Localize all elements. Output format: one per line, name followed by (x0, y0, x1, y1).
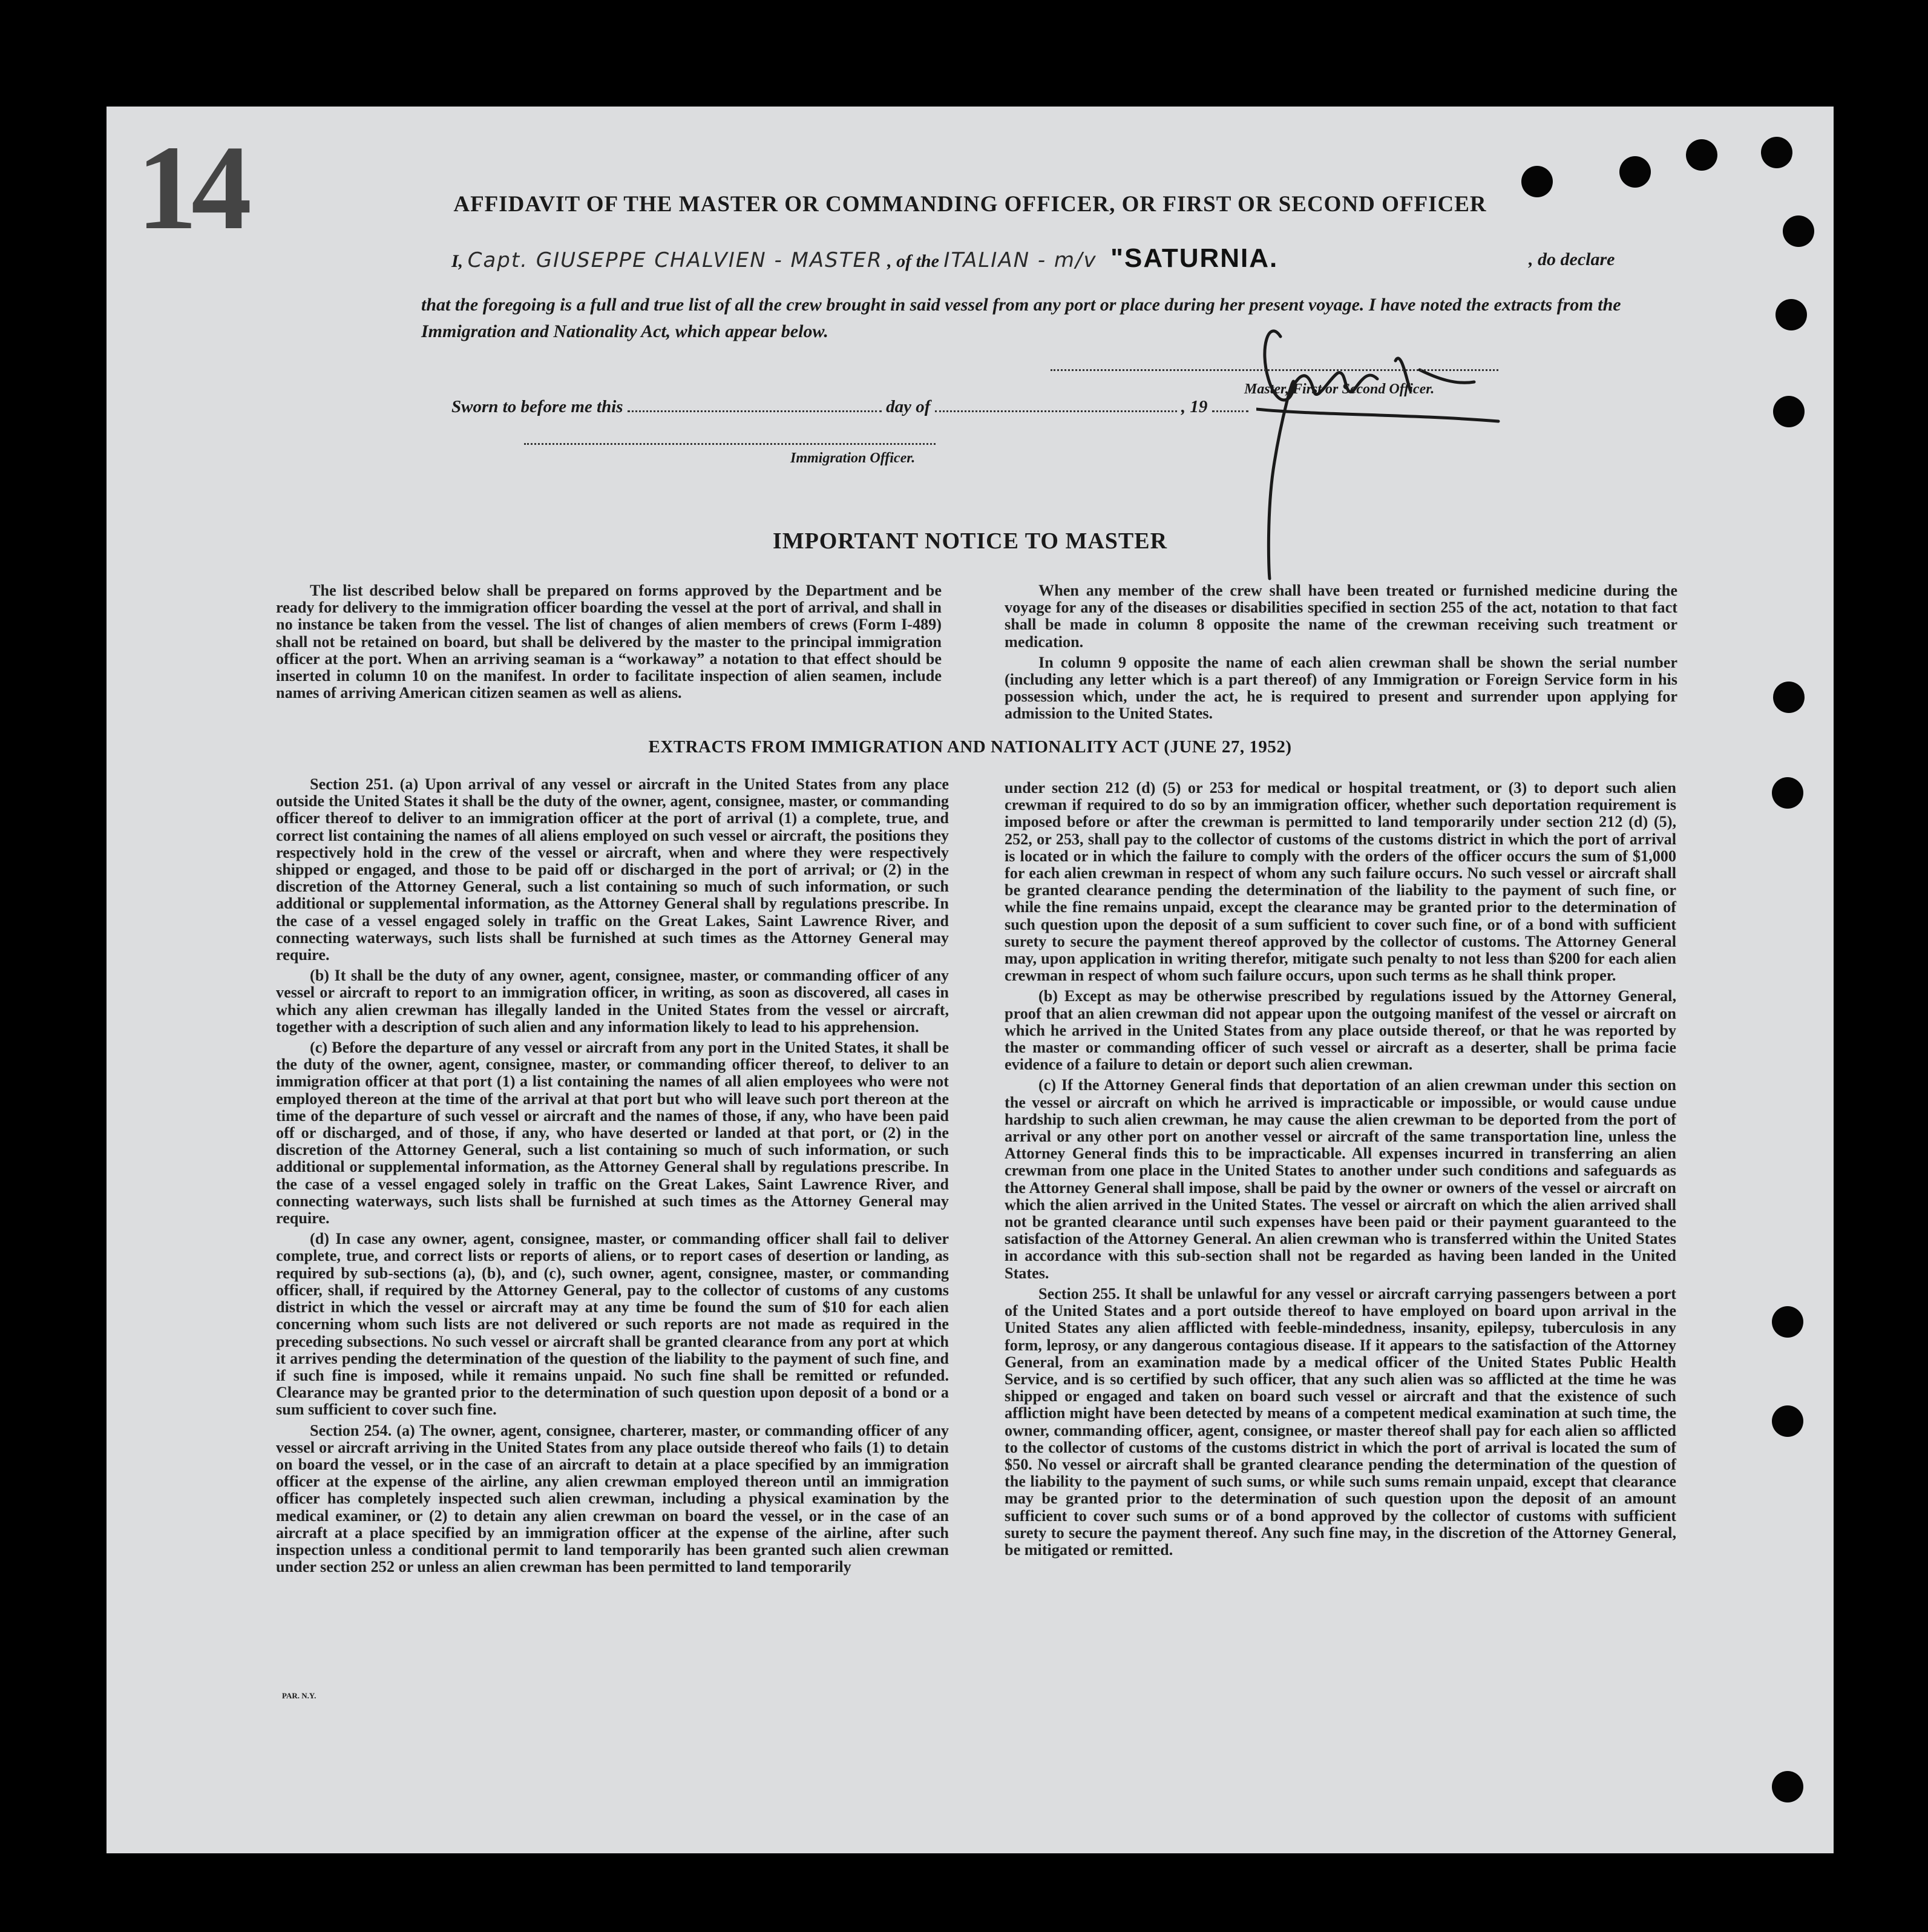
extracts-left-column (276, 776, 949, 1579)
vessel-type-handwritten: ITALIAN - m/v (943, 248, 1097, 272)
punch-hole (1772, 1405, 1803, 1437)
punch-hole (1521, 166, 1553, 197)
declaration-of-the: , of the (887, 251, 939, 271)
sworn-year-prefix: , 19 (1181, 397, 1208, 416)
sworn-line (451, 397, 1248, 417)
notice-title: IMPORTANT NOTICE TO MASTER (772, 528, 1168, 554)
punch-hole (1773, 396, 1805, 427)
printer-mark: PAR. N.Y. (282, 1691, 316, 1700)
punch-hole (1772, 777, 1803, 809)
extract-paragraph: (c) Before the departure of any vessel or aircraft from any port in the United States, it shall be the duty of the owner, agent, consignee, master, or commanding officer thereof, to deliver to an immigration officer at that port (1) a list containing the names of all alien employees who were not employed thereon at the time of the arrival at that port but who will leave such port thereon at the time of the departure of such vessel or aircraft and the names of those, if any, who have been paid off or discharged, and of those, if any, who have deserted or landed at that port, or (2) in the discretion of the Attorney General, such a list containing so much of such information, or such additional or supplemental information, as the Attorney General shall by regulations prescribe. In the case of a vessel engaged solely in traffic on the Great Lakes, Saint Lawrence River, and connecting waterways, such lists shall be furnished at such times as the Attorney General may require. (276, 1039, 949, 1227)
document-sheet (107, 107, 1834, 1853)
master-name-handwritten: Capt. GIUSEPPE CHALVIEN - MASTER (467, 248, 883, 272)
sworn-month-blank (935, 410, 1177, 412)
notice-right-paragraph: When any member of the crew shall have been treated or furnished medicine during the voyage for any of the diseases or disabilities specified in section 255 of the act, notation to that fact shall be made in column 8 opposite the name of the crewman receiving such treatment or medication. (1005, 582, 1677, 651)
declaration-line (451, 243, 1662, 286)
sworn-day-of: day of (886, 397, 931, 416)
extract-paragraph: Section 255. It shall be unlawful for any vessel or aircraft carrying passengers between a port of the United States and a port outside thereof to have employed on board upon arrival in the United States any alien afflicted with feeble-mindedness, insanity, epilepsy, tuberculosis in any form, leprosy, or any dangerous contagious disease. If it appears to the satisfaction of the Attorney General, from an examination made by a medical officer of the United States Public Health Service, and is so certified by such officer, that any such alien was so afflicted at the time he was shipped or engaged and taken on board such vessel or aircraft and that the existence of such affliction might have been detected by means of a competent medical examination at such time, the owner, commanding officer, agent, consignee, or master thereof shall pay for each alien so afflicted to the collector of customs of the customs district in which the port of arrival is located the sum of $50. No vessel or aircraft shall be granted clearance pending the determination of the question of the liability to the payment of such sums, or while such sums remain unpaid, except that clearance may be granted prior to the determination of such question upon the deposit of an amount sufficient to cover such sums or of a bond approved by the collector of customs with sufficient surety to secure the payment thereof. Any such fine may, in the discretion of the Attorney General, be mitigated or remitted. (1005, 1284, 1676, 1559)
declaration-body: that the foregoing is a full and true list of all the crew brought in said vessel from any port or place during her present voyage. I have noted the extracts from the Immigration and Nationality Act, which appear below. (421, 295, 1621, 341)
notice-left-paragraph: The list described below shall be prepared on forms approved by the Department and be ready for delivery to the immigration officer boarding the vessel at the port of arrival, and shall in no instance be taken from the vessel. The list of changes of alien members of crews (Form I-489) shall not be retained on board, but shall be delivered by the master to the principal immigration officer at the port. When an arriving seaman is a “workaway” a notation to that effect should be inserted in column 10 on the manifest. In order to facilitate inspection of alien seamen, include names of arriving American citizen seamen as well as aliens. (276, 582, 942, 702)
punch-hole (1761, 137, 1792, 168)
punch-hole (1686, 139, 1717, 171)
declaration-prefix: I, (451, 251, 464, 271)
punch-hole (1619, 156, 1651, 188)
extract-paragraph: (b) It shall be the duty of any owner, agent, consignee, master, or commanding officer of any vessel or aircraft to report to an immigration officer, in writing, as soon as discovered, all cases in which any alien crewman has illegally landed in the United States from the vessel or aircraft, together with a description of such alien and any information likely to lead to his apprehension. (276, 967, 949, 1036)
declaration-suffix: , do declare (1529, 249, 1615, 269)
extract-paragraph: (b) Except as may be otherwise prescribed by regulations issued by the Attorney General, proof that an alien crewman did not appear upon the outgoing manifest of the vessel or aircraft on which he arrived in the United States from any place outside thereof, or that he was reported by the master or commanding officer of such vessel or aircraft as a deserter, shall be prima facie evidence of a failure to detain or deport such alien crewman. (1005, 987, 1676, 1074)
extract-paragraph: Section 254. (a) The owner, agent, consignee, charterer, master, or commanding officer of any vessel or aircraft arriving in the United States from any place outside thereof who fails (1) to detain on board the vessel, or in the case of an aircraft to detain at a place specified by an immigration officer at the expense of the airline, any alien crewman employed thereon until an immigration officer has completely inspected such alien crewman, including a physical examination by the medical examiner, or (2) to detain any alien crewman on board the vessel, or in the case of an aircraft at a place specified by an immigration officer at the expense of the airline, after such inspection unless a conditional permit to land temporarily has been granted such alien crewman under section 252 or unless an alien crewman has been permitted to land temporarily (276, 1421, 949, 1576)
notice-right-paragraph: In column 9 opposite the name of each alien crewman shall be shown the serial number (including any letter which is a part thereof) of any Immigration or Foreign Service form in his possession which, under the act, he is required to present and surrender upon applying for admission to the United States. (1005, 653, 1677, 723)
extract-paragraph: (d) In case any owner, agent, consignee, master, or commanding officer shall fail to deliver complete, true, and correct lists or reports of aliens, or to report cases of desertion or landing, as required by sub-sections (a), (b), and (c), such owner, agent, consignee, master, or commanding officer, shall, if required by the Attorney General, pay to the collector of customs of any customs district in which the vessel or aircraft may at any time be found the sum of $10 for each alien concerning whom such lists are not delivered or such reports are not made as required in the preceding subsections. No such vessel or aircraft shall be granted clearance from any port at which it arrives pending the determination of the question of the liability to the payment of such fine, and if such fine is imposed, while it remains unpaid. No such fine shall be remitted or refunded. Clearance may be granted prior to the determination of such question upon deposit of a bond or a sum sufficient to cover such fine. (276, 1230, 949, 1419)
signature-label: Master, First or Second Officer. (1244, 381, 1435, 397)
punch-hole (1773, 682, 1805, 713)
sworn-day-blank (628, 410, 882, 412)
immigration-officer-label: Immigration Officer. (790, 450, 916, 466)
handwritten-page-number: 14 (137, 121, 246, 255)
punch-hole (1772, 1306, 1803, 1338)
immigration-officer-line (524, 443, 936, 445)
sworn-year-blank (1212, 410, 1248, 412)
signature-line (1051, 368, 1498, 371)
extract-paragraph: under section 212 (d) (5) or 253 for medical or hospital treatment, or (3) to deport such alien crewman if required to do so by an immigration officer, whether such deportation requirement is imposed before or after the crewman is permitted to land temporarily under section 212 (d) (5), 252, or 253, shall pay to the collector of customs of the customs district in which the port of arrival is located or in which the failure to comply with the orders of the officer occurs the sum of $1,000 for each alien crewman in respect of whom any such failure occurs. No such vessel or aircraft shall be granted clearance pending the determination of the liability to the payment of such fine, or while the fine remains unpaid, except the clearance may be granted prior to the determination of such question upon the deposit of a sum sufficient to cover such fine, or of a bond with sufficient surety to secure the payment thereof approved by the collector of customs. The Attorney General may, upon application in writing therefor, mitigate such penalty to not less than $200 for each alien crewman in respect of whom such failure occurs, upon such terms as he shall think proper. (1005, 779, 1676, 985)
vessel-name-stamp: "SATURNIA. (1110, 243, 1279, 273)
extracts-title: EXTRACTS FROM IMMIGRATION AND NATIONALITY ACT (JUNE 27, 1952) (648, 737, 1292, 757)
punch-hole (1783, 215, 1814, 247)
extract-paragraph: Section 251. (a) Upon arrival of any vessel or aircraft in the United States from any place outside the United States it shall be the duty of the owner, agent, consignee, master, or commanding officer thereof to deliver to an immigration officer at the port of arrival (1) a complete, true, and correct list containing the names of all aliens employed on such vessel or aircraft, the positions they respectively hold in the crew of the vessel or aircraft, when and where they were respectively shipped or engaged, and those to be paid off or discharged in the port of arrival; or (2) in the discretion of the Attorney General, such a list containing so much of such information, or such additional or supplemental information, as the Attorney General shall by regulations prescribe. In the case of a vessel engaged solely in traffic on the Great Lakes, Saint Lawrence River, and connecting waterways, such lists shall be furnished at such times as the Attorney General may require. (276, 775, 949, 964)
affidavit-title: AFFIDAVIT OF THE MASTER OR COMMANDING OFFICER, OR FIRST OR SECOND OFFICER (453, 192, 1487, 217)
punch-hole (1776, 299, 1807, 330)
punch-hole (1772, 1771, 1803, 1802)
notice-right-column (1005, 582, 1677, 726)
extracts-right-column (1005, 780, 1676, 1562)
notice-left-column (276, 582, 942, 705)
extract-paragraph: (c) If the Attorney General finds that deportation of an alien crewman under this section on the vessel or aircraft on which he arrived is impracticable or impossible, or would cause undue hardship to such alien crewman, he may cause the alien crewman to be deported from the port of arrival or any other port on another vessel or aircraft of the same transportation line, unless the Attorney General finds this to be impracticable. All expenses incurred in transferring an alien crewman from one place in the United States to another under such conditions and safeguards as the Attorney General shall impose, shall be paid by the owner or owners of the vessel or aircraft on which the alien arrived in the United States. The vessel or aircraft on which the alien arrived shall not be granted clearance until such expenses have been paid or their payment guaranteed to the satisfaction of the Attorney General. An alien crewman who is transferred within the United States in accordance with this sub-section shall not be regarded as having been landed in the United States. (1005, 1076, 1676, 1282)
sworn-prefix: Sworn to before me this (451, 397, 623, 416)
